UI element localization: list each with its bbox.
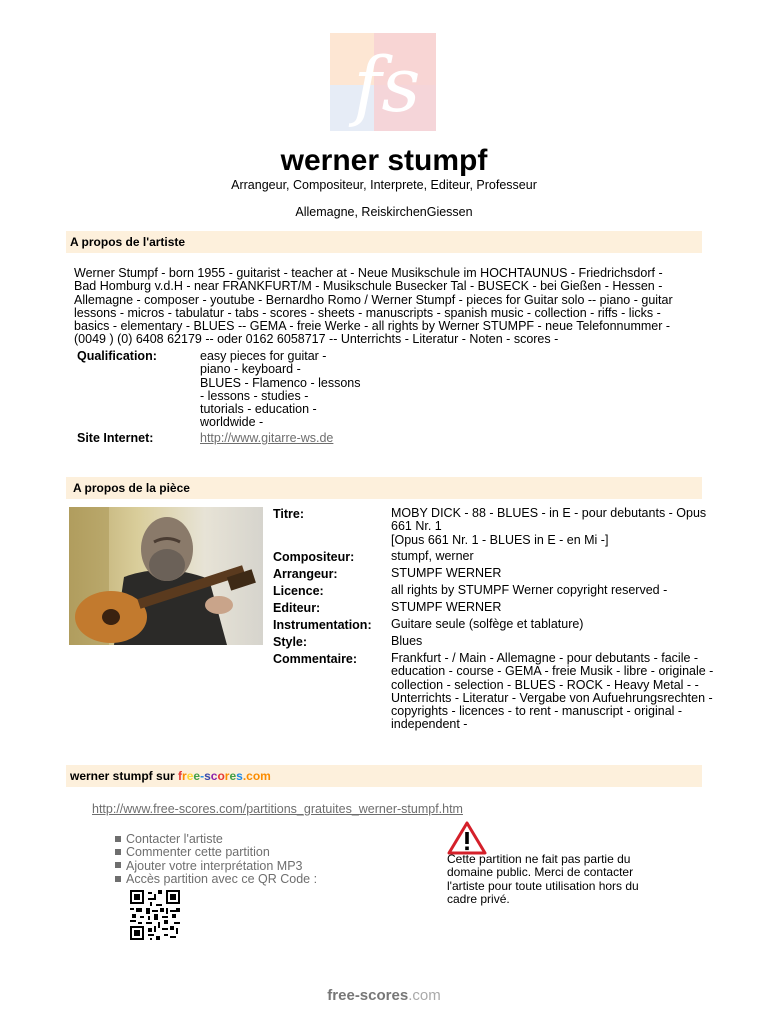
footer-brand[interactable] xyxy=(0,987,768,1004)
copyright-warning xyxy=(447,853,667,906)
piece-title-line: [Opus 661 Nr. 1 - BLUES in E - en Mi -] xyxy=(391,532,609,547)
bio-line: Bad Homburg v.d.H - near FRANKFURT/M - Musikschule Busecker Tal - BUSECK - bei Gießen - Hessen - xyxy=(74,279,663,294)
comment-line: independent - xyxy=(391,717,468,732)
qr-code-icon[interactable] xyxy=(130,890,180,940)
artist-bio xyxy=(74,267,702,347)
piece-title-value xyxy=(391,507,731,547)
brand-letter: - xyxy=(200,769,205,783)
style-value: Blues xyxy=(391,634,423,648)
free-scores-artist-link[interactable]: http://www.free-scores.com/partitions_gratuites_werner-stumpf.htm xyxy=(92,802,463,816)
arranger-value: STUMPF WERNER xyxy=(391,566,502,580)
free-scores-section-header xyxy=(66,765,702,787)
warning-line: Cette partition ne fait pas partie du xyxy=(447,852,631,866)
artist-name: werner stumpf xyxy=(280,144,488,177)
style-label: Style: xyxy=(273,635,308,649)
qualification-line: BLUES - Flamenco - lessons xyxy=(200,375,361,390)
piece-title-label: Titre: xyxy=(273,507,305,521)
comment-line: Unterrichts - Literatur - Vergabe von Aufuehrungsrechten - xyxy=(391,690,713,705)
license-label: Licence: xyxy=(273,584,324,598)
bio-line: basics - elementary - BLUES -- GEMA - freie Werke - all rights by Werner STUMPF - neue Telefonnummer - xyxy=(74,319,671,334)
artist-photo xyxy=(69,507,263,645)
brand-letter: s xyxy=(236,769,243,783)
section-artist-prefix: werner stumpf sur xyxy=(70,769,179,783)
piece-title-line: 661 Nr. 1 xyxy=(391,519,442,534)
free-scores-logo xyxy=(330,33,436,131)
bio-line: Werner Stumpf - born 1955 - guitarist - teacher at - Neue Musikschule im HOCHTAUNUS - Friedrichsdorf - xyxy=(74,266,663,280)
qualification-line: tutorials - education - xyxy=(200,402,317,417)
instrumentation-value: Guitare seule (solfège et tablature) xyxy=(391,617,584,631)
arranger-label: Arrangeur: xyxy=(273,567,338,581)
bio-line: Allemagne - composer - youtube - Bernardho Romo / Werner Stumpf - pieces for Guitar solo -- piano - guitar xyxy=(74,292,673,307)
free-scores-brand xyxy=(178,769,271,783)
warning-line: domaine public. Merci de contacter xyxy=(447,865,634,880)
comment-line: collection - selection - BLUES - ROCK - Heavy Metal - - xyxy=(391,677,699,692)
qualification-line: easy pieces for guitar - xyxy=(200,349,327,363)
menu-item-comment[interactable]: Commenter cette partition xyxy=(115,846,317,859)
footer-brand-suffix: .com xyxy=(408,987,441,1004)
artist-website-link[interactable]: http://www.gitarre-ws.de xyxy=(200,431,334,445)
comment-value xyxy=(391,652,731,732)
bullet-icon xyxy=(115,876,121,882)
warning-line: l'artiste pour toute utilisation hors du xyxy=(447,878,639,893)
bio-line: lessons - micros - tabulatur - tabs - scores - sheets - manuscripts - spanish music - collection - riffs - licks - xyxy=(74,305,661,320)
piece-section-header: A propos de la pièce xyxy=(66,477,702,499)
brand-letter: e xyxy=(193,769,201,783)
composer-value: stumpf, werner xyxy=(391,549,474,563)
qualification-line: - lessons - studies - xyxy=(200,388,309,403)
bullet-icon xyxy=(115,849,121,855)
comment-line: copyrights - licences - to rent - manuscript - original - xyxy=(391,704,683,719)
menu-item-contact[interactable]: Contacter l'artiste xyxy=(115,833,317,846)
comment-line: Frankfurt - / Main - Allemagne - pour debutants - facile - xyxy=(391,651,699,665)
comment-label: Commentaire: xyxy=(273,652,358,666)
bullet-icon xyxy=(115,862,121,868)
brand-letter: s xyxy=(204,769,211,783)
instrumentation-label: Instrumentation: xyxy=(273,618,372,632)
editor-value: STUMPF WERNER xyxy=(391,600,502,614)
license-value: all rights by STUMPF Werner copyright reserved - xyxy=(391,583,668,597)
editor-label: Editeur: xyxy=(273,601,321,615)
artist-location: Allemagne, ReiskirchenGiessen xyxy=(295,205,473,219)
bio-line: (0049 ) (0) 6408 62179 -- oder 0162 6058717 -- Unterrichts - Literatur - Noten - scores - xyxy=(74,332,559,347)
brand-letter: f xyxy=(178,769,183,783)
logo-letters: fs xyxy=(353,40,421,129)
artist-section-header: A propos de l'artiste xyxy=(66,231,702,253)
menu-item-qr-access[interactable]: Accès partition avec ce QR Code : xyxy=(115,873,317,886)
warning-icon xyxy=(447,821,487,855)
site-label: Site Internet: xyxy=(77,431,154,445)
brand-letter: .com xyxy=(242,769,271,783)
brand-letter: c xyxy=(210,769,218,783)
brand-letter: e xyxy=(229,769,237,783)
artist-roles: Arrangeur, Compositeur, Interprete, Editeur, Professeur xyxy=(231,178,537,192)
brand-letter: o xyxy=(217,769,225,783)
brand-letter: e xyxy=(186,769,194,783)
qualification-line: worldwide - xyxy=(200,415,264,430)
warning-line: cadre privé. xyxy=(447,891,510,906)
footer-brand-main: free-scores xyxy=(327,987,409,1004)
composer-label: Compositeur: xyxy=(273,550,355,564)
action-menu xyxy=(115,833,317,886)
bullet-icon xyxy=(115,836,121,842)
qualification-value xyxy=(200,350,400,430)
qualification-line: piano - keyboard - xyxy=(200,362,301,377)
piece-title-line: MOBY DICK - 88 - BLUES - in E - pour debutants - Opus xyxy=(391,506,707,520)
menu-item-add-mp3[interactable]: Ajouter votre interprétation MP3 xyxy=(115,860,317,873)
comment-line: education - course - GEMA - freie Musik - libre - originale - xyxy=(391,664,714,679)
brand-letter: r xyxy=(224,769,230,783)
brand-letter: r xyxy=(182,769,187,783)
qualification-label: Qualification: xyxy=(77,349,157,363)
